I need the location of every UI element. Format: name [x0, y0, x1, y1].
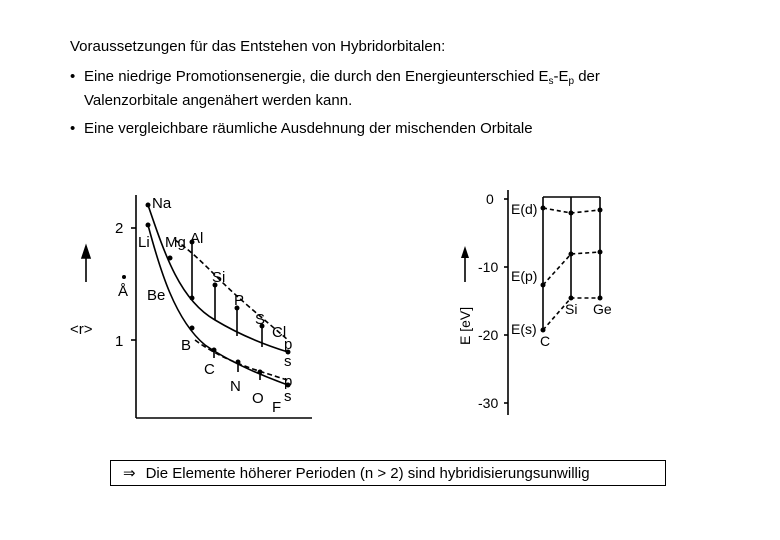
conclusion-text: Die Elemente höherer Perioden (n > 2) sind hybridisierungsunwillig: [145, 465, 590, 482]
level-label-p: E(p): [511, 268, 538, 284]
label-o: O: [252, 390, 264, 407]
right-up-arrow-head: [461, 246, 469, 258]
bullet-text-mid: -E: [553, 68, 569, 85]
bullet-dot: •: [70, 68, 76, 85]
point-mg: [168, 256, 173, 261]
label-c: C: [204, 361, 215, 378]
point-angstrom-dot: [122, 275, 126, 279]
point-c-s: [541, 328, 546, 333]
point-b: [190, 326, 195, 331]
point-o: [258, 370, 263, 375]
label-cl: Cl: [272, 324, 287, 341]
label-li: Li: [138, 234, 150, 251]
right-tick-label-10: -10: [478, 259, 499, 275]
label-s: S: [255, 311, 266, 328]
subscript-p: p: [568, 76, 575, 87]
left-tick-label-2: 2: [115, 220, 124, 237]
label-p: P: [234, 292, 245, 309]
point-n: [236, 360, 241, 365]
implies-arrow-icon: ⇒: [123, 465, 136, 482]
point-na: [146, 203, 151, 208]
element-label-si: Si: [565, 301, 578, 317]
point-c: [212, 348, 217, 353]
page-heading: Voraussetzungen für das Entstehen von Hybridorbitalen:: [70, 38, 446, 55]
right-figure-labels: [457, 191, 612, 411]
point-ge-p: [598, 250, 603, 255]
point-li: [146, 223, 151, 228]
point-si-s: [569, 296, 574, 301]
point-c-d: [541, 206, 546, 211]
subscript-s: s: [548, 76, 554, 87]
left-y-unit: Å: [118, 283, 129, 300]
point-si-d: [569, 211, 574, 216]
label-f: F: [272, 399, 282, 416]
label-b: B: [181, 337, 192, 354]
element-label-ge: Ge: [593, 301, 612, 317]
curve-label-p-lower: p: [284, 373, 293, 390]
element-label-c: C: [540, 333, 551, 349]
curve-label-s-upper: s: [284, 353, 292, 370]
left-figure-labels: [70, 195, 292, 416]
conclusion-box: [110, 460, 666, 486]
label-si: Si: [212, 269, 226, 286]
right-tick-label-30: -30: [478, 395, 499, 411]
right-tick-label-0: 0: [486, 191, 494, 207]
point-si-p: [569, 252, 574, 257]
right-y-label: E [eV]: [457, 306, 473, 345]
bullet-text-line2: Valenzorbitale angenähert werden kann.: [84, 92, 353, 109]
point-ge-d: [598, 208, 603, 213]
label-n: N: [230, 378, 241, 395]
point-ge-s: [598, 296, 603, 301]
label-mg: Mg: [165, 234, 186, 251]
bullet-text: Eine niedrige Promotionsenergie, die durch den Energieunterschied E: [84, 68, 549, 85]
right-energy-figure: [465, 190, 600, 415]
bullet-text-suffix: der: [574, 68, 600, 85]
left-y-label: <r>: [70, 321, 93, 338]
label-al: Al: [190, 230, 204, 247]
bullet-text: Eine vergleichbare räumliche Ausdehnung der mischenden Orbitale: [84, 120, 533, 137]
right-tick-label-20: -20: [478, 327, 499, 343]
point-c-p: [541, 283, 546, 288]
left-up-arrow-head: [82, 246, 90, 258]
level-label-d: E(d): [511, 201, 538, 217]
level-label-s: E(s): [511, 321, 537, 337]
label-be: Be: [147, 287, 166, 304]
left-tick-label-1: 1: [115, 333, 124, 350]
curve-label-p-upper: p: [284, 336, 293, 353]
label-na: Na: [152, 195, 172, 212]
point-be: [190, 296, 195, 301]
curve-label-s-lower: s: [284, 388, 292, 405]
bullet-dot: •: [70, 120, 76, 137]
